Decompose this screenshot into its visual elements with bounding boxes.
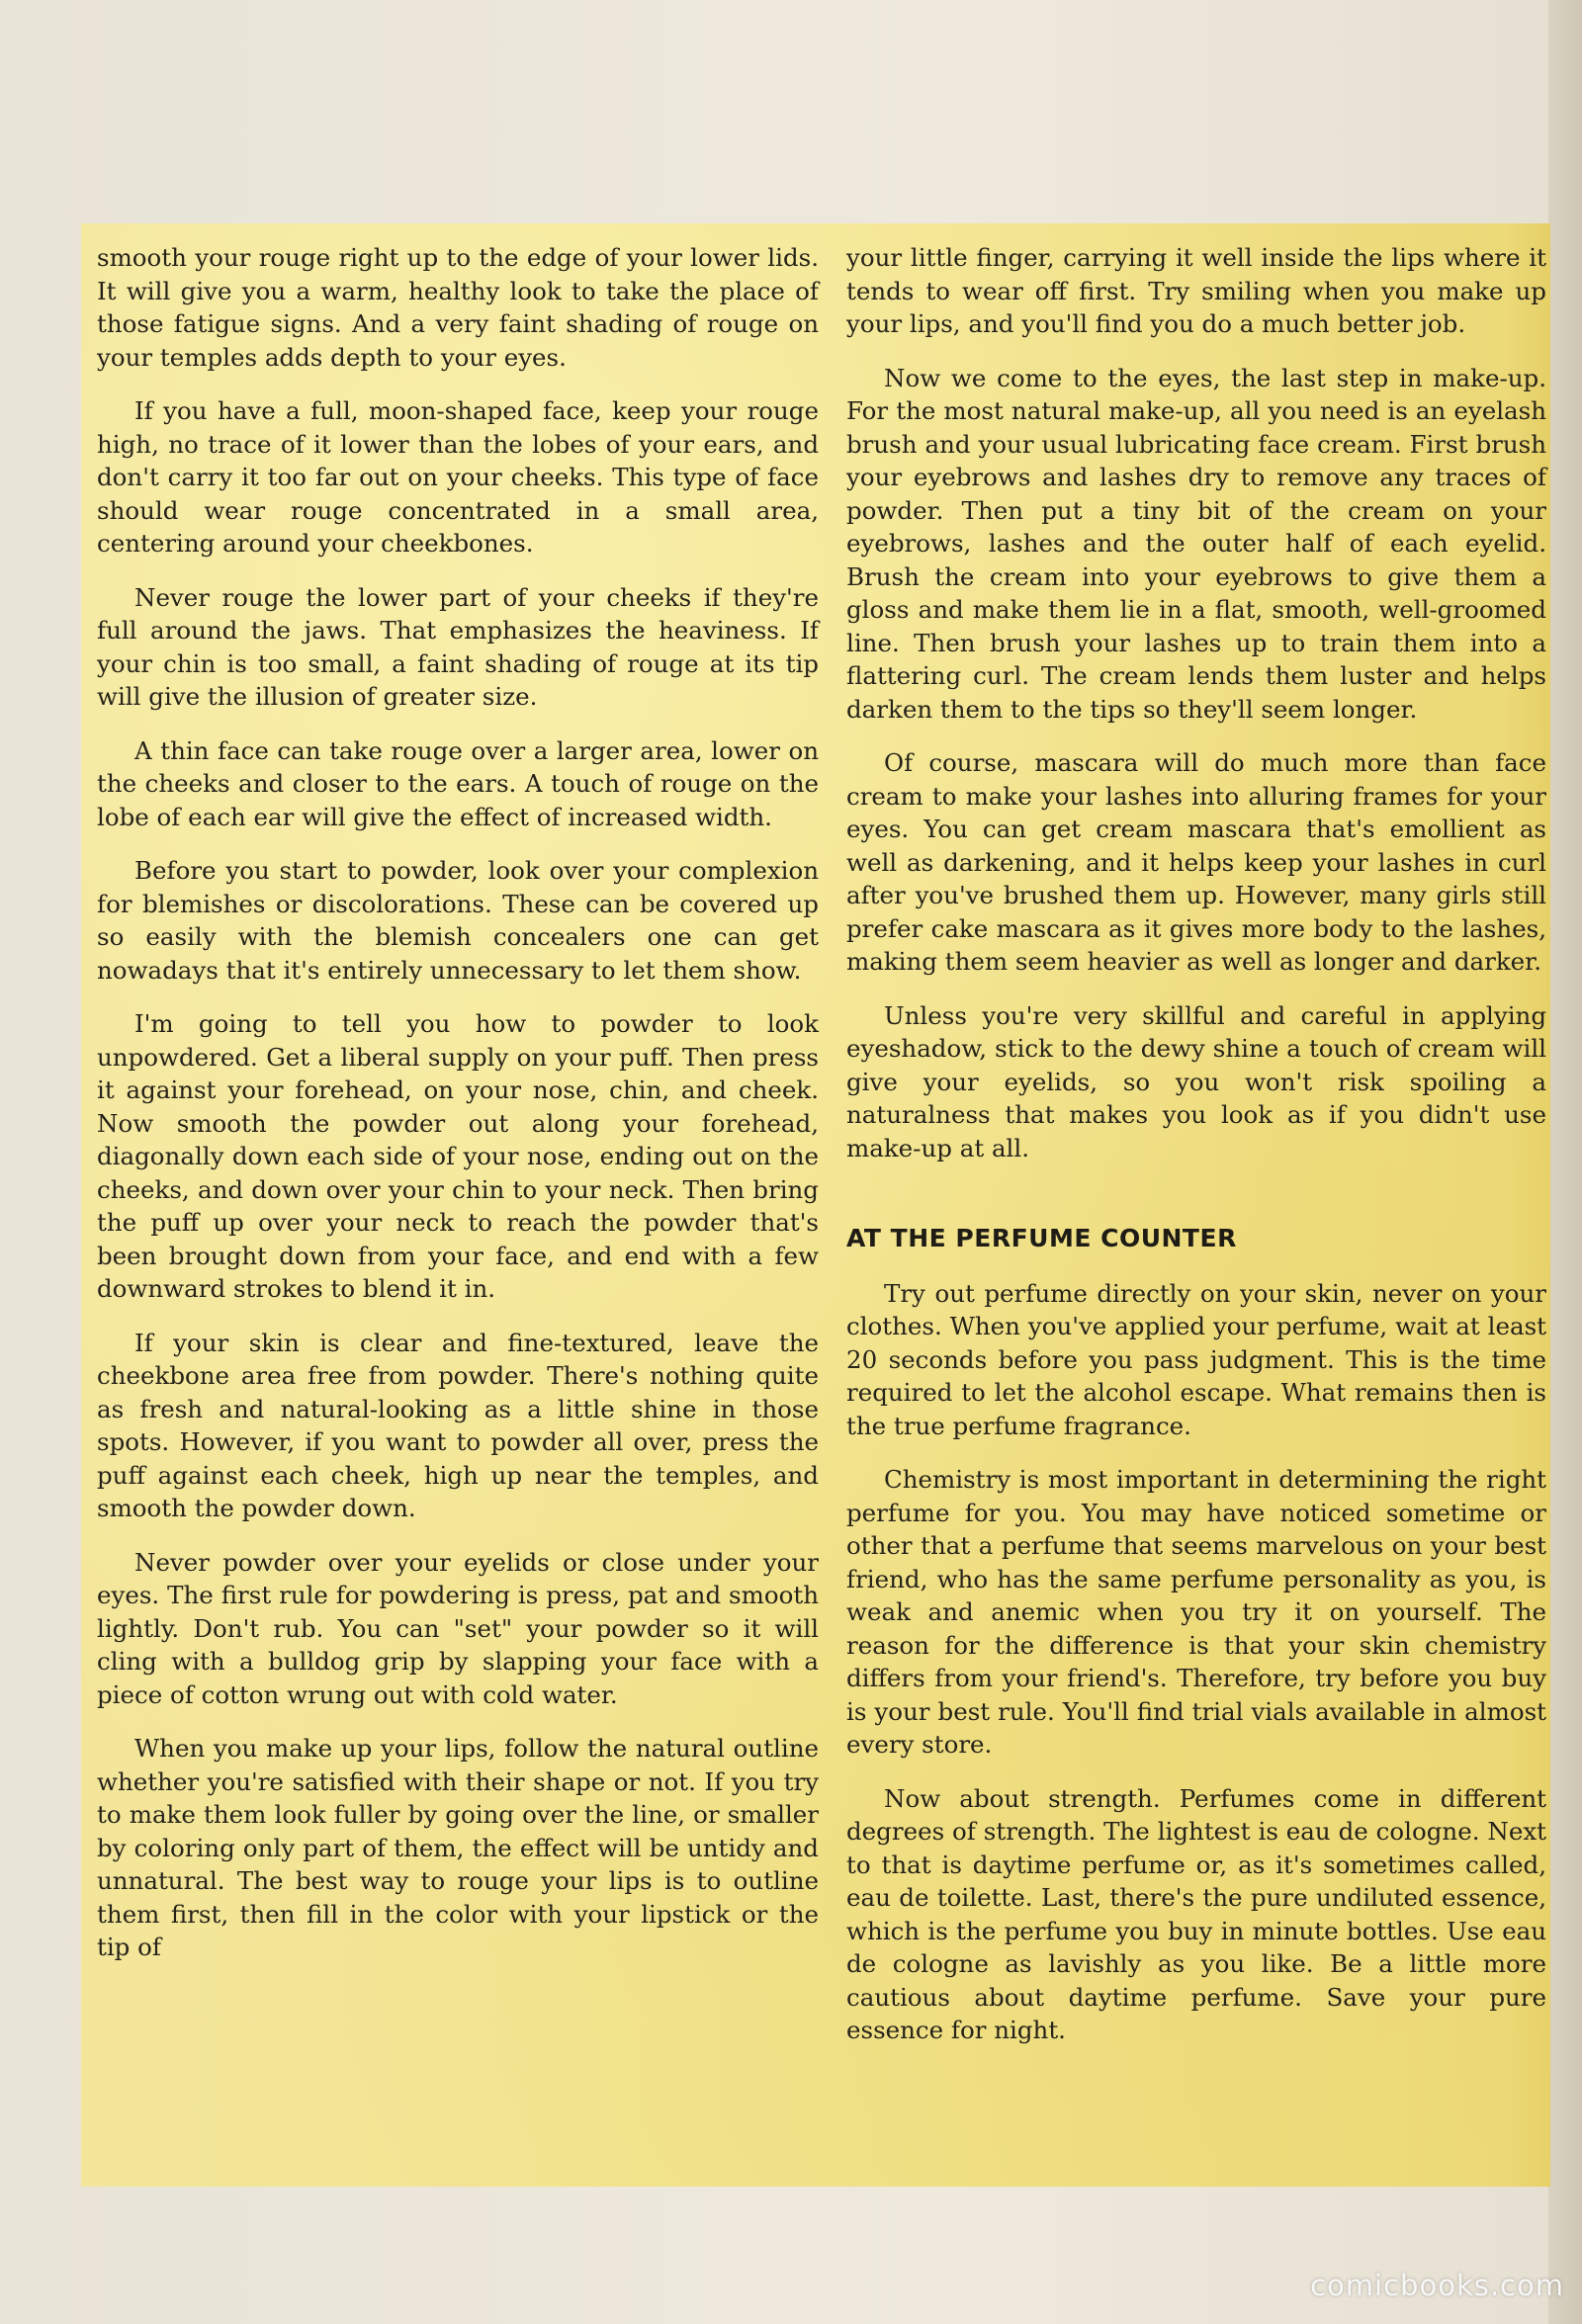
site-watermark: comicbooks.com xyxy=(1310,2269,1564,2302)
section-heading: AT THE PERFUME COUNTER xyxy=(846,1224,1237,1252)
paragraph: Never rouge the lower part of your cheeks if they're full around the jaws. That emphasizes the heaviness. If your chin is too small, a faint shading of rouge at its tip will give the illusion of greater size. xyxy=(97,582,819,711)
page-edge xyxy=(1548,0,1582,2324)
paragraph: Now about strength. Perfumes come in different degrees of strength. The lightest is eau de cologne. Next to that is daytime perfume or, as it's sometimes called, eau de toilette. Last, there's the pure undiluted essence, which is the perfume you buy in minute bottles. Use eau de cologne as lavishly as you like. Be a little more cautious about daytime perfume. Save your pure essence for night. xyxy=(846,1783,1546,2044)
paragraph: your little finger, carrying it well inside the lips where it tends to wear off first. Try smiling when you make up your lips, and you'll find you do a much better job. xyxy=(846,243,1546,338)
paragraph: A thin face can take rouge over a larger area, lower on the cheeks and closer to the ears. A touch of rouge on the lobe of each ear will give the effect of increased width. xyxy=(97,735,819,831)
paragraph: Now we come to the eyes, the last step in make-up. For the most natural make-up, all you need is an eyelash brush and your usual lubricating face cream. First brush your eyebrows and lashes dry to remove any traces of powder. Then put a tiny bit of the cream on your eyebrows, lashes and the outer half of each eyelid. Brush the cream into your eyebrows to give them a gloss and make them lie in a flat, smooth, well-groomed line. Then brush your lashes up to train them into a flattering curl. The cream lends them luster and helps darken them to the tips so they'll seem longer. xyxy=(846,363,1546,724)
paragraph: Before you start to powder, look over your complexion for blemishes or discolorations. These can be covered up so easily with the blemish concealers one can get nowadays that it's entirely unnecessary to let them show. xyxy=(97,856,819,985)
paragraph: Chemistry is most important in determining the right perfume for you. You may have noticed sometime or other that a perfume that seems marvelous on your best friend, who has the same perfume personality as you, is weak and anemic when you try it on yourself. The reason for the difference is that your skin chemistry differs from your friend's. Therefore, try before you buy is your best rule. You'll find trial vials available in almost every store. xyxy=(846,1465,1546,1759)
paragraph: If your skin is clear and fine-textured, leave the cheekbone area free from powder. There's nothing quite as fresh and natural-looking as a little shine in those spots. However, if you want to powder all over, press the puff against each cheek, high up near the temples, and smooth the powder down. xyxy=(97,1328,819,1522)
paragraph: Try out perfume directly on your skin, never on your clothes. When you've applied your perfume, wait at least 20 seconds before you pass judgment. This is the time required to let the alcohol escape. What remains then is the true perfume fragrance. xyxy=(846,1278,1546,1440)
paragraph: Unless you're very skillful and careful in applying eyeshadow, stick to the dewy shine a touch of cream will give your eyelids, so you won't risk spoiling a naturalness that makes you look as if you didn't use make-up at all. xyxy=(846,1000,1546,1162)
paragraph: If you have a full, moon-shaped face, keep your rouge high, no trace of it lower than the lobes of your ears, and don't carry it too far out on your cheeks. This type of face should wear rouge concentrated in a small area, centering around your cheekbones. xyxy=(97,396,819,558)
paragraph: I'm going to tell you how to powder to look unpowdered. Get a liberal supply on your puff. Then press it against your forehead, on your nose, chin, and cheek. Now smooth the powder out along your forehead, diagonally down each side of your nose, ending out on the cheeks, and down over your chin to your neck. Then bring the puff up over your neck to reach the powder that's been brought down from your face, and end with a few downward strokes to blend it in. xyxy=(97,1009,819,1303)
paragraph: Never powder over your eyelids or close under your eyes. The first rule for powdering is press, pat and smooth lightly. Don't rub. You can "set" your powder so it will cling with a bulldog grip by slapping your face with a piece of cotton wrung out with cold water. xyxy=(97,1547,819,1709)
right-column xyxy=(846,241,1546,2068)
paragraph: smooth your rouge right up to the edge of your lower lids. It will give you a warm, healthy look to take the place of those fatigue signs. And a very faint shading of rouge on your temples adds depth to your eyes. xyxy=(97,243,819,372)
paragraph: Of course, mascara will do much more than face cream to make your lashes into alluring frames for your eyes. You can get cream mascara that's emollient as well as darkening, and it helps keep your lashes in curl after you've brushed them up. However, many girls still prefer cake mascara as it gives more body to the lashes, making them seem heavier as well as longer and darker. xyxy=(846,748,1546,976)
paragraph: When you make up your lips, follow the natural outline whether you're satisfied with their shape or not. If you try to make them look fuller by going over the line, or smaller by coloring only part of them, the effect will be untidy and unnatural. The best way to rouge your lips is to outline them first, then fill in the color with your lipstick or the tip of xyxy=(97,1734,819,1961)
left-column xyxy=(97,241,819,1985)
